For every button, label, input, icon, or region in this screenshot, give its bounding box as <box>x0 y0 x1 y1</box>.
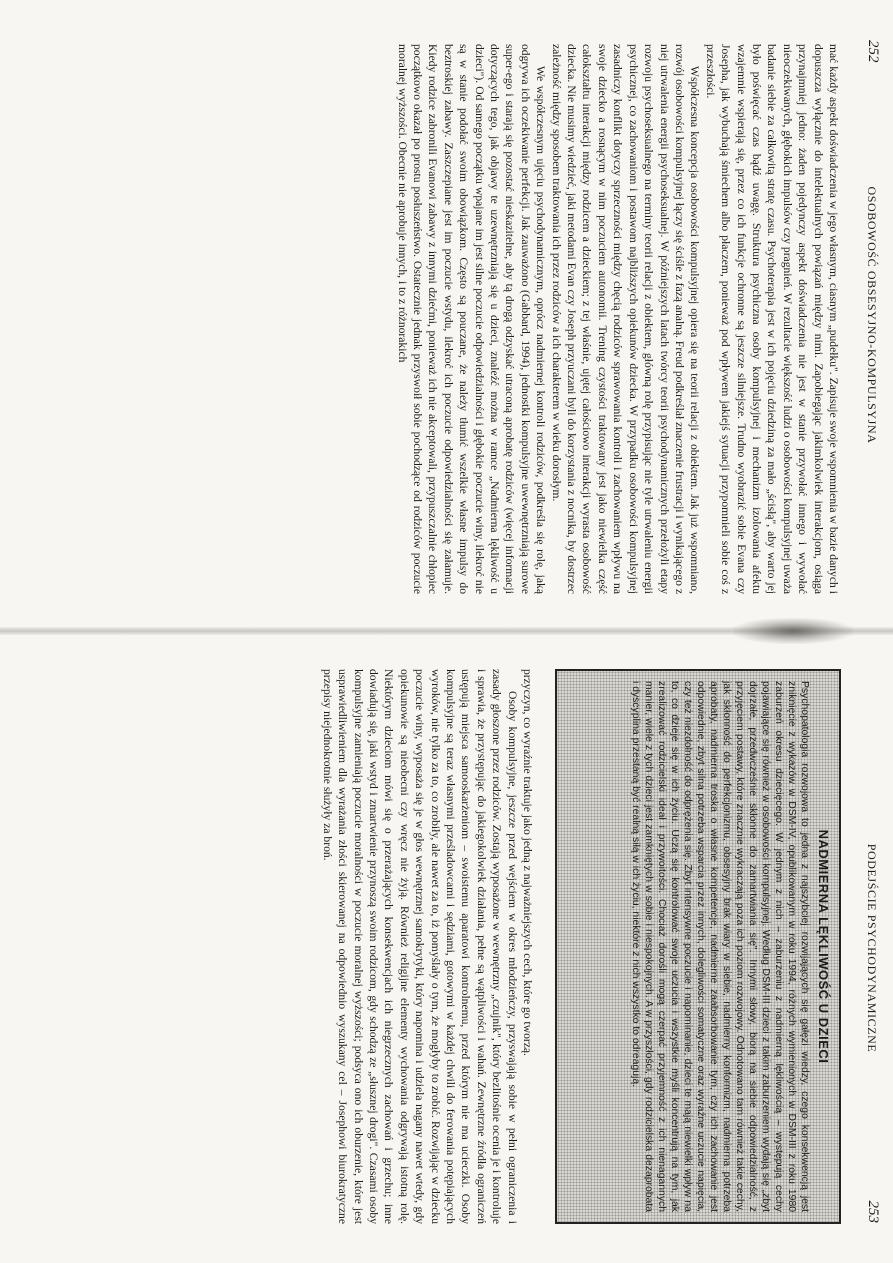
box-text: Psychopatologia rozwojowa to jedna z najszybciej rozwijających się gałęzi wiedzy, czego konsekwencją jest zniknięcie z wykazów w DSM-IV, opublikowanym w roku 1994, różnych wymienionych w DSM-III z roku 1980 zaburzeń okresu dziecięcego. W jednym z nich – zaburzeniu z nadmierną lękliwością – występują cechy pojawiające się również w osobowości kompulsyjnej. Według DSM-III dzieci z takim zaburzeniem wydają się „zbyt dojrzałe, przedwcześnie skłonne do zamartwiania się". Innymi słowy, biorą na siebie odpowiedzialność, z przyjęciem postawy, które znacznie wykraczają poza ich poziom rozwojowy. Odnotowano tam również takie cechy, jak skłonność do perfekcjonizmu, obsesyjny brak wiary w siebie, nadmierny konformizm, nadmierna potrzeba aprobaty, nadmierna troska o własne kompetencje, nadmierne zaabsorbowanie tym, czy ich zachowanie jest odpowiednie, zbyt silna potrzeba wsparcia przez innych, dolegliwości somatyczne oraz wyraźne uczucie napięcia, czy też niezdolność do odprężenia się. Zbyt intensywne poczucie i napominanie, dzieci te mają niewielki wpływ na to, co dzieje się w ich życiu. Uczą się kontrolować swoje uczucia i wszystkie myśli koncentrują na tym, jak zrealizować rodzicielski ideał i przywoitości. Chociaż dorośli mogą czerpać przyjemność z ich nienagannych manier, wiele z tych dzieci jest zamkniętych w sobie i niespokojnych. A w przyszłości, gdy rodzicielska dezaprobata i dyscyplina przestaną być realną siłą w ich życiu, niektóre z nich wszystko to odreagują. <box>630 681 810 1212</box>
right-page <box>0 633 893 1263</box>
left-page <box>0 0 893 630</box>
body-text <box>319 669 535 1224</box>
running-head: OSOBOWOŚĆ OBSESYJNO-KOMPULSYJNA <box>865 186 879 444</box>
paragraph: przyczyn, co wyraźnie traktuje jako jedną z najważniejszych cech, które go tworzą. <box>521 669 534 1056</box>
box-title: NADMIERNA LĘKLIWOŚĆ U DZIECI <box>816 829 831 1064</box>
paragraph: Współczesna koncepcja osobowości kompulsyjnej opiera się na teorii relacji z obiektem. Jak już wspomniano, rozwój osobowości kompulsyjnej łączy się ściśle z fazą analną. Freud podkreślał znaczenie frustracji i wynikającego z niej utrwalenia energii psychoseksualnej. W późniejszych latach twórcy teorii psychodynamicznych przełożyli etapy rozwoju psychoseksualnego na terminy teorii relacji z obiektem, główną rolę przypisując nie tyle utrwaleniu energii psychicznej, co zachowaniom i postawom najbliższych opiekunów dziecka. W przypadku osobowości kompulsyjnej zasadniczy konflikt dotyczy sprzeczności między chęcią rodziców sprawowania kontroli i zachowaniem wpływu na swoje dziecko a rosnącym w nim poczuciem autonomii. Trening czystości traktowany jest jako niewielka część całokształtu interakcji między rodzicem a dzieckiem; z tej właśnie, ujętej całościowo interakcji wyrasta osobowość dziecka. Nie musimy wiedzieć, jaki metodami Evan czy Joseph przyuczani byli do korzystania z nocnika, by dostrzec zależność między sposobem traktowania ich przez rodziców a ich charakterem w wieku dorosłym. <box>549 44 702 594</box>
sidebar-box <box>555 669 841 1224</box>
page-number: 252 <box>865 40 881 63</box>
running-head: PODEJŚCIE PSYCHODYNAMICZNE <box>865 843 879 1053</box>
paragraph: We współczesnym ujęciu psychodynamicznym, oprócz nadmiernej kontroli rodziców, podkreśla się rolę, jaką odgrywa ich oczekiwanie perfekcji. Jak zauważono (Gabbard, 1994), jednostki kompulsyjne uwewnętrzniają surowe super-ego i starają się pozostać nieskazitelne, aby tą drogą odzyskać utraconą aprobatę rodziców (więcej informacji dotyczących tego, jak objawy te uzewnętrzniają się u dzieci, znaleźć można w ramce „Nadmierna lękliwość u dzieci"). Od samego początku wpajane im jest silne poczucie odpowiedzialności i głębokie poczucie winy, ilekroć nie są w stanie podołać swoim obowiązkom. Często są pouczane, że należy tłumić wszelkie własne impulsy do beztroskiej zabawy. Zaszczepiane jest im poczucie wstydu, ilekroć ich poczucie odpowiedzialności się załamuje. Kiedy rodzice zabronili Evanowi zabawy z innymi dziećmi, ponieważ ich nie akceptowali, przypuszczalnie chłopiec początkowo okazał po prostu posłuszeństwo. Ostatecznie jednak przyswoił sobie pochodzące od rodziców poczucie moralnej wyższości. Obecnie nie aprobuje innych, i to z różnorakich <box>395 44 548 594</box>
paragraph: Osoby kompulsyjne, jeszcze przed wejściem w okres młodzieńczy, przyswajają sobie w pełni ograniczenia i zasady głoszone przez rodziców. Zostają wyposażone w wewnętrzny „czujnik", który bezlitośnie ocenia je i kontroluje i sprawia, że przystępując do jakiegokolwiek działania, pełne są wątpliwości i wahań. Zewnętrzne źródła ograniczeń ustępują miejsca samooskarżeniom – swoistemu aparatowi kontrolnemu, przed którym nie ma ucieczki. Osoby kompulsyjne są teraz własnymi prześladowcami i sędziami, gotowymi w każdej chwili do ferowania potępiających wyroków, nie tylko za to, co zrobiły, ale nawet za to, iż pomyślały o tym, że mogłyby to zrobić. Rozwijając w dziecku poczucie winy, wyposaża się je w głos wewnętrznej samokrytyki, który napomina i udziela nagany nawet wtedy, gdy opiekunowie są nieobecni czy wręcz nie żyją. Również religijne elementy wychowania odgrywają istotną rolę. Niektórym dzieciom mówi się o przerażających konsekwencjach ich niegrzecznych zachowań i grzechu; inne dowiadują się, jaki wstyd i zmartwienie przynoszą swoim rodzicom, gdy schodzą ze „słusznej drogi". Czasami osoby kompulsyjne zamieniają poczucie moralności w poczucie moralnej wyższości; podsyca ono ich oburzenie, które jest usprawiedliwieniem dla wyrażania złości skierowanej na odpowiednio wyszukany cel – Josephowi biurokratyczne przepisy niejednokrotnie służyły za broń. <box>320 669 519 1224</box>
paragraph: mać każdy aspekt doświadczenia w jego własnym, ciasnym „pudełku". Zapisuje swoje wspomnienia w bazie danych i dopuszcza wyłącznie do intelektualnych powiązań między nimi. Zapobiegając jakimkolwiek interakcjom, osiąga przynajmniej jedno: żaden pojedynczy aspekt doświadczenia nie jest w stanie przywołać innego i wywołać nieoczekiwanych, głębokich impulsów czy pragnień. W rezultacie większość ludzi o osobowości kompulsyjnej uważa badanie siebie za całkowitą stratę czasu. Psychoterapia jest w ich pojęciu dziedziną za mało „ścisłą", aby warto jej było poświęcać czas bądź uwagę. Struktura psychiczna osoby kompulsyjnej i mechanizm izolowania afektu wzajemnie wspierają się, przez co ich funkcje ochronne są jeszcze silniejsze. Trudno wyobrazić sobie Evana czy Josepha, jak wybuchają śmiechem albo płaczem, ponieważ pod wpływem jakiejś sytuacji przypomnieli sobie coś z przeszłości. <box>703 44 840 594</box>
page-number: 253 <box>865 1200 881 1223</box>
body-text <box>394 44 841 594</box>
